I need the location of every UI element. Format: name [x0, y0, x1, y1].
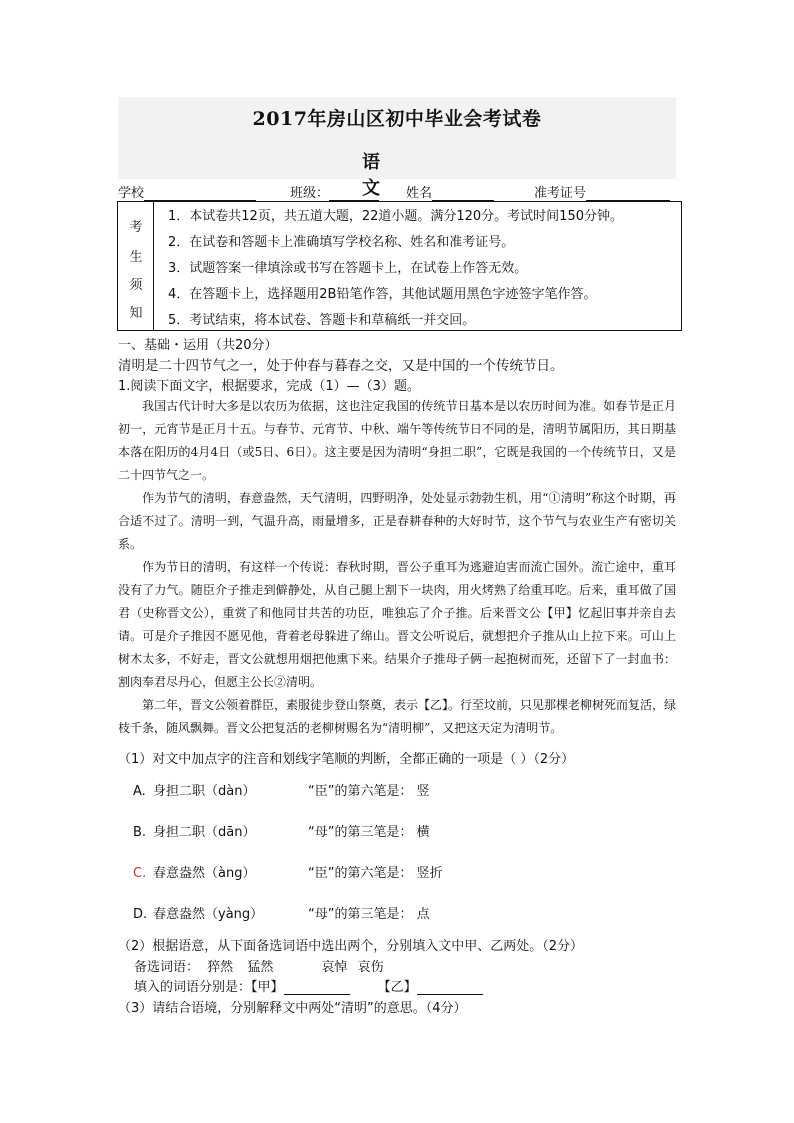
- passage-paragraph: 作为节日的清明，有这样一个传说：春秋时期，晋公子重耳为逃避迫害而流亡国外。流亡途中，重耳没有了力气。随臣介子推走到僻静处，从自己腿上割下一块肉，用火烤熟了给重耳吃。后来，重耳做了国君（史称晋文公），重赏了和他同甘共苦的功臣，唯独忘了介子推。后来晋文公【甲】忆起旧事并亲自去请。可是介子推因不愿见他，背着老母躲进了绵山。晋文公听说后，就想把介子推从山上拉下来。可山上树木太多，不好走，晋文公就想用烟把他熏下来。结果介子推母子俩一起抱树而死，还留下了一封血书：割肉奉君尽丹心，但愿主公长②清明。: [118, 560, 676, 689]
- name-field: 姓名: [406, 182, 494, 201]
- school-field: 学校: [118, 182, 256, 201]
- option-b: B. 身担二职（dān） “母”的第三笔是： 横: [133, 825, 430, 840]
- exam-id-field: 准考证号: [534, 182, 670, 201]
- subject-title: 语 文: [362, 152, 408, 199]
- section-intro: 清明是二十四节气之一，处于仲春与暮春之交，又是中国的一个传统节日。: [118, 358, 564, 374]
- option-c: C. 春意盎然（àng） “臣”的第六笔是： 竖折: [133, 866, 443, 881]
- notice-item: 3．试题答案一律填涂或书写在答题卡上，在试卷上作答无效。: [168, 261, 528, 276]
- word-option: 哀悼: [321, 960, 348, 975]
- passage-paragraph: 作为节气的清明，春意盎然，天气清明，四野明净，处处显示勃勃生机，用“①清明”称这个时期，再合适不过了。清明一到，气温升高，雨量增多，正是春耕春种的大好时节，这个节气与农业生产有密切关系。: [118, 491, 676, 551]
- q2-word-bank: 备选词语： 猝然 猛然 哀悼 哀伤: [134, 960, 384, 975]
- word-option: 猝然: [207, 960, 234, 975]
- fill-blank-a: [284, 980, 350, 995]
- fill-blank-b: [417, 980, 483, 995]
- exam-id-blank: [586, 186, 670, 201]
- notice-item: 4．在答题卡上，选择题用2B铅笔作答，其他试题用黑色字迹签字笔作答。: [168, 287, 597, 302]
- option-a: A. 身担二职（dàn） “臣”的第六笔是： 竖: [133, 784, 430, 799]
- option-d: D. 春意盎然（yàng） “母”的第三笔是： 点: [133, 907, 430, 922]
- word-option: 猛然: [247, 960, 274, 975]
- q2-fill-line: 填入的词语分别是：【甲】 【乙】: [134, 976, 483, 995]
- question-1: 1.阅读下面文字，根据要求，完成（1）—（3）题。: [118, 379, 420, 394]
- q3-stem: （3）请结合语境，分别解释文中两处“清明”的意思。（4分）: [118, 1001, 467, 1016]
- notice-item: 2．在试卷和答题卡上准确填写学校名称、姓名和准考证号。: [168, 235, 515, 250]
- reading-passage: [118, 395, 676, 740]
- notice-label: 考 生 须 知: [118, 202, 154, 330]
- notice-box: [117, 201, 682, 331]
- notice-items: [168, 206, 678, 336]
- school-blank: [144, 186, 256, 201]
- q1-stem: （1）对文中加点字的注音和划线字笔顺的判断，全都正确的一项是（ ）（2分）: [118, 752, 575, 767]
- name-blank: [432, 186, 494, 201]
- class-blank: [329, 186, 379, 201]
- passage-paragraph: 我国古代计时大多是以农历为依据，这也注定我国的传统节日基本是以农历时间为准。如春节是正月初一，元宵节是正月十五。与春节、元宵节、中秋、端午等传统节日不同的是，清明节属阳历，其日期基本落在阳历的4月4日（或5日、6日）。这主要是因为清明“身担二职”，它既是我国的一个传统节日，又是二十四节气之一。: [118, 399, 676, 482]
- notice-item: 5．考试结束，将本试卷、答题卡和草稿纸一并交回。: [168, 313, 476, 328]
- class-field: 班级：: [290, 182, 379, 201]
- exam-title: 2017年房山区初中毕业会考试卷: [252, 108, 542, 130]
- section-heading: 一、基础・运用（共20分）: [118, 338, 278, 353]
- word-option: 哀伤: [357, 960, 384, 975]
- passage-paragraph: 第二年，晋文公领着群臣，素服徒步登山祭奠，表示【乙】。行至坟前，只见那棵老柳树死而复活，绿枝千条，随风飘舞。晋文公把复活的老柳树赐名为“清明柳”，又把这天定为清明节。: [118, 698, 677, 735]
- q2-stem: （2）根据语意，从下面备选词语中选出两个，分别填入文中甲、乙两处。（2分）: [118, 939, 584, 954]
- student-info-row: [118, 182, 678, 202]
- notice-item: 1．本试卷共12页，共五道大题，22道小题。满分120分。考试时间150分钟。: [168, 209, 623, 224]
